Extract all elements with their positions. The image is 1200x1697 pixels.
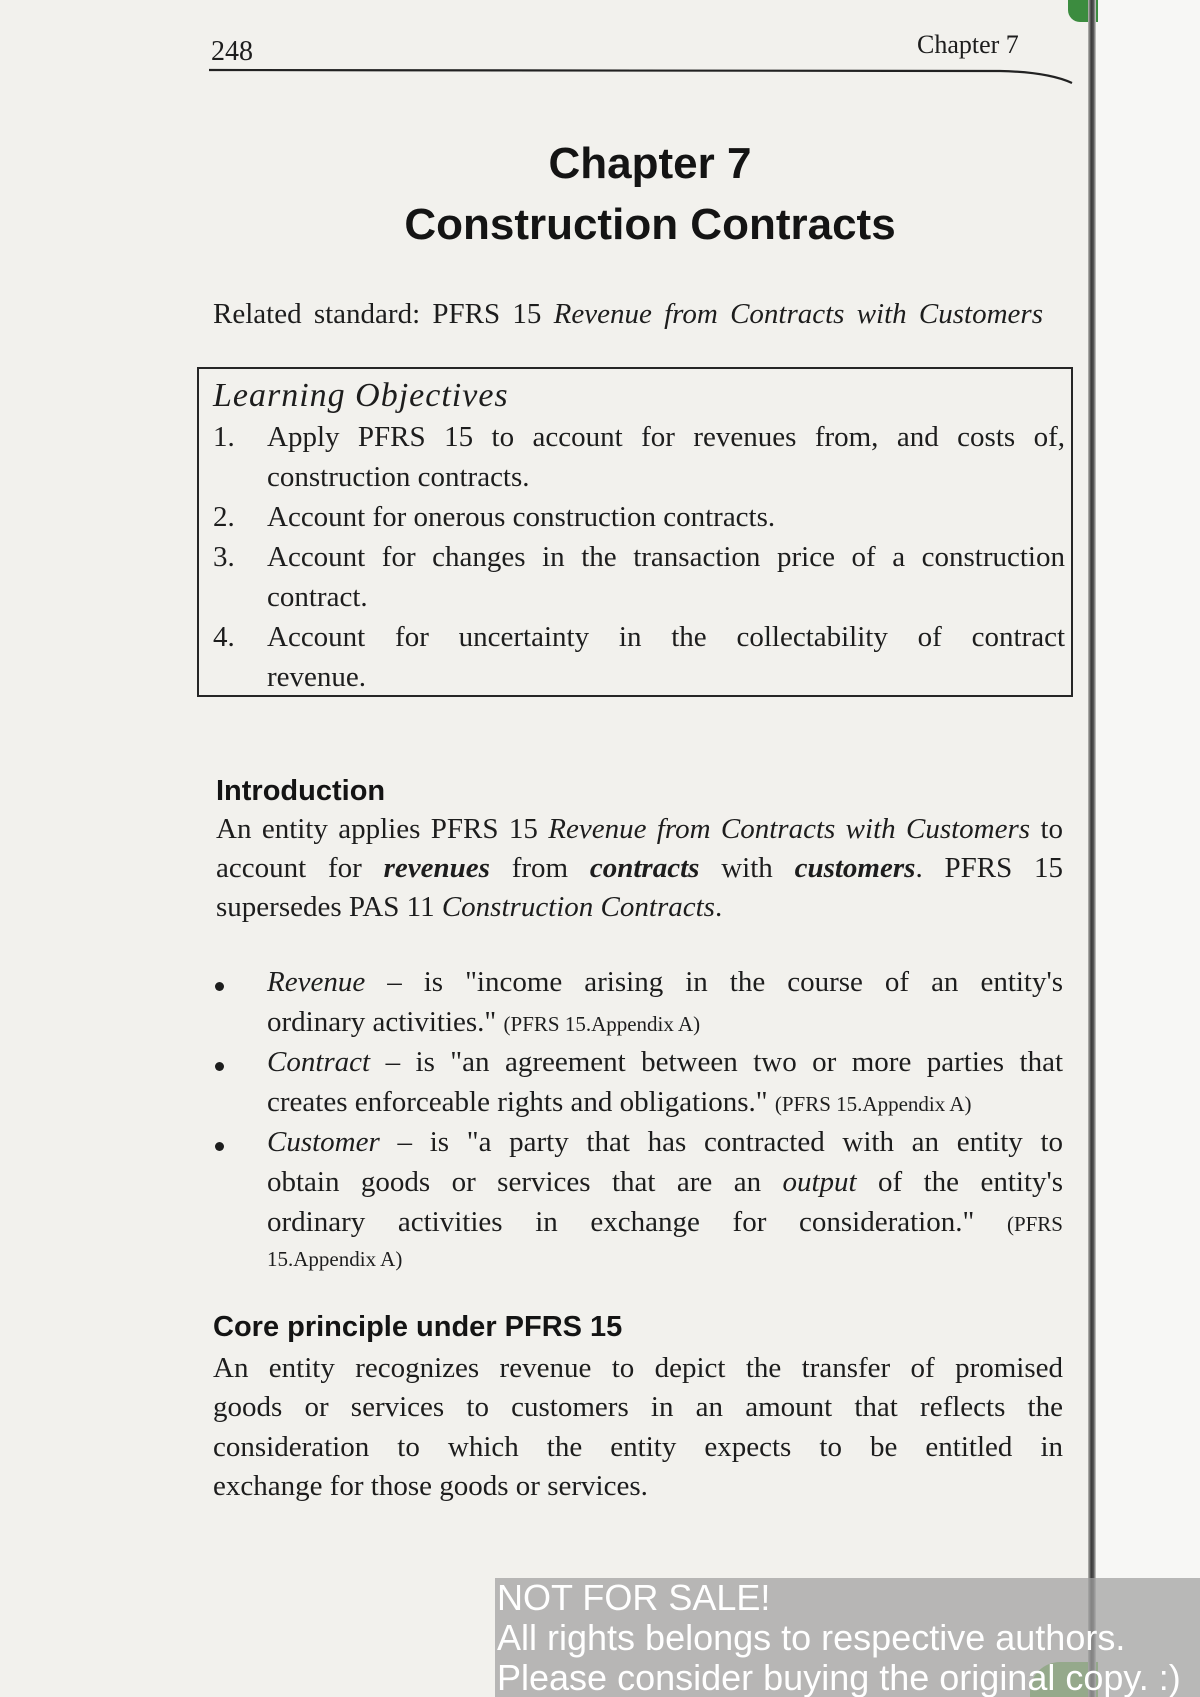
page-number: 248: [211, 36, 253, 67]
header-rule: [0, 0, 1200, 120]
standard-title: Construction Contracts: [441, 891, 715, 923]
watermark: [495, 1578, 1200, 1697]
definition-text: ordinary activities.": [267, 1006, 497, 1038]
objective-number: 1.: [213, 421, 235, 453]
objective-number: 4.: [213, 621, 235, 653]
definition-line: [267, 1162, 1063, 1202]
emphasis: contracts: [589, 852, 700, 884]
paragraph-line: consideration to which the entity expects to be entitled in: [213, 1431, 1063, 1463]
citation: (PFRS: [1006, 1212, 1063, 1236]
related-standard-label: Related standard: PFRS 15: [213, 298, 542, 330]
chapter-number-title: Chapter 7: [548, 139, 752, 188]
core-principle-heading: Core principle under PFRS 15: [213, 1311, 623, 1343]
paragraph-line: [216, 809, 1063, 849]
page-edge: [1088, 0, 1096, 1697]
definition-line: [267, 1122, 1063, 1162]
paragraph-line: goods or services to customers in an amount that reflects the: [213, 1391, 1063, 1423]
objective-text-line: Account for uncertainty in the collectability of contract: [267, 621, 1065, 653]
definition-term: Customer: [267, 1126, 380, 1158]
bullet-marker: [215, 1142, 224, 1151]
objective-text-line: construction contracts.: [267, 461, 530, 493]
text-run: . PFRS 15: [915, 852, 1064, 884]
emphasis: revenues: [383, 852, 490, 884]
definition-line: [267, 1082, 1063, 1122]
definition-text: of the entity's: [878, 1166, 1064, 1198]
definition-text: – is "income arising in the course of an entity's: [387, 966, 1063, 998]
learning-objectives-heading: Learning Objectives: [213, 377, 509, 414]
text-run: account for: [216, 852, 362, 884]
definition-text: ordinary activities in exchange for consideration.": [267, 1206, 975, 1238]
text-run: An entity applies PFRS 15: [216, 813, 538, 845]
definition-line: [267, 1242, 1063, 1272]
definition-term: Contract: [267, 1046, 371, 1078]
definition-text: obtain goods or services that are an: [267, 1166, 762, 1198]
definition-line: [267, 962, 1063, 1002]
definition-line: [267, 1202, 1063, 1242]
paragraph-line: [216, 887, 1063, 927]
definition-term: Revenue: [267, 966, 366, 998]
objective-number: 3.: [213, 541, 235, 573]
objective-text-line: Apply PFRS 15 to account for revenues from, and costs of,: [267, 421, 1065, 453]
paragraph-line: [216, 848, 1063, 888]
introduction-heading: Introduction: [216, 775, 386, 807]
text-run: from: [511, 852, 569, 884]
definition-text: – is "a party that has contracted with an entity to: [397, 1126, 1063, 1158]
related-standard-title: Revenue from Contracts with Customers: [553, 298, 1044, 330]
definition-text: creates enforceable rights and obligations.": [267, 1086, 768, 1118]
watermark-line: All rights belongs to respective authors.: [497, 1617, 1126, 1658]
text-run: supersedes PAS 11: [216, 891, 435, 923]
objective-text-line: Account for onerous construction contracts.: [267, 501, 776, 533]
text-run: to: [1040, 813, 1064, 845]
objective-text-line: contract.: [267, 581, 368, 613]
paragraph-line: An entity recognizes revenue to depict the transfer of promised: [213, 1352, 1063, 1384]
objective-text-line: revenue.: [267, 661, 367, 693]
watermark-line: Please consider buying the original copy. :): [497, 1657, 1181, 1697]
bullet-marker: [215, 982, 224, 991]
running-head: Chapter 7: [917, 30, 1019, 59]
definition-text: – is "an agreement between two or more parties that: [385, 1046, 1063, 1078]
emphasis: output: [782, 1166, 857, 1198]
bullet-marker: [215, 1062, 224, 1071]
text-run: with: [721, 852, 773, 884]
text-run: .: [714, 891, 723, 923]
standard-title: Revenue from Contracts with Customers: [548, 813, 1031, 845]
paragraph-line: exchange for those goods or services.: [213, 1470, 648, 1502]
chapter-title: Construction Contracts: [404, 200, 896, 249]
related-standard: [213, 294, 1043, 334]
citation: (PFRS 15.Appendix A): [774, 1092, 972, 1116]
objective-text-line: Account for changes in the transaction price of a construction: [267, 541, 1065, 573]
definition-line: [267, 1002, 1063, 1042]
emphasis: customers: [794, 852, 916, 884]
citation: 15.Appendix A): [267, 1247, 403, 1271]
watermark-line: NOT FOR SALE!: [497, 1578, 771, 1618]
citation: (PFRS 15.Appendix A): [503, 1012, 701, 1036]
definition-line: [267, 1042, 1063, 1082]
objective-number: 2.: [213, 501, 235, 533]
